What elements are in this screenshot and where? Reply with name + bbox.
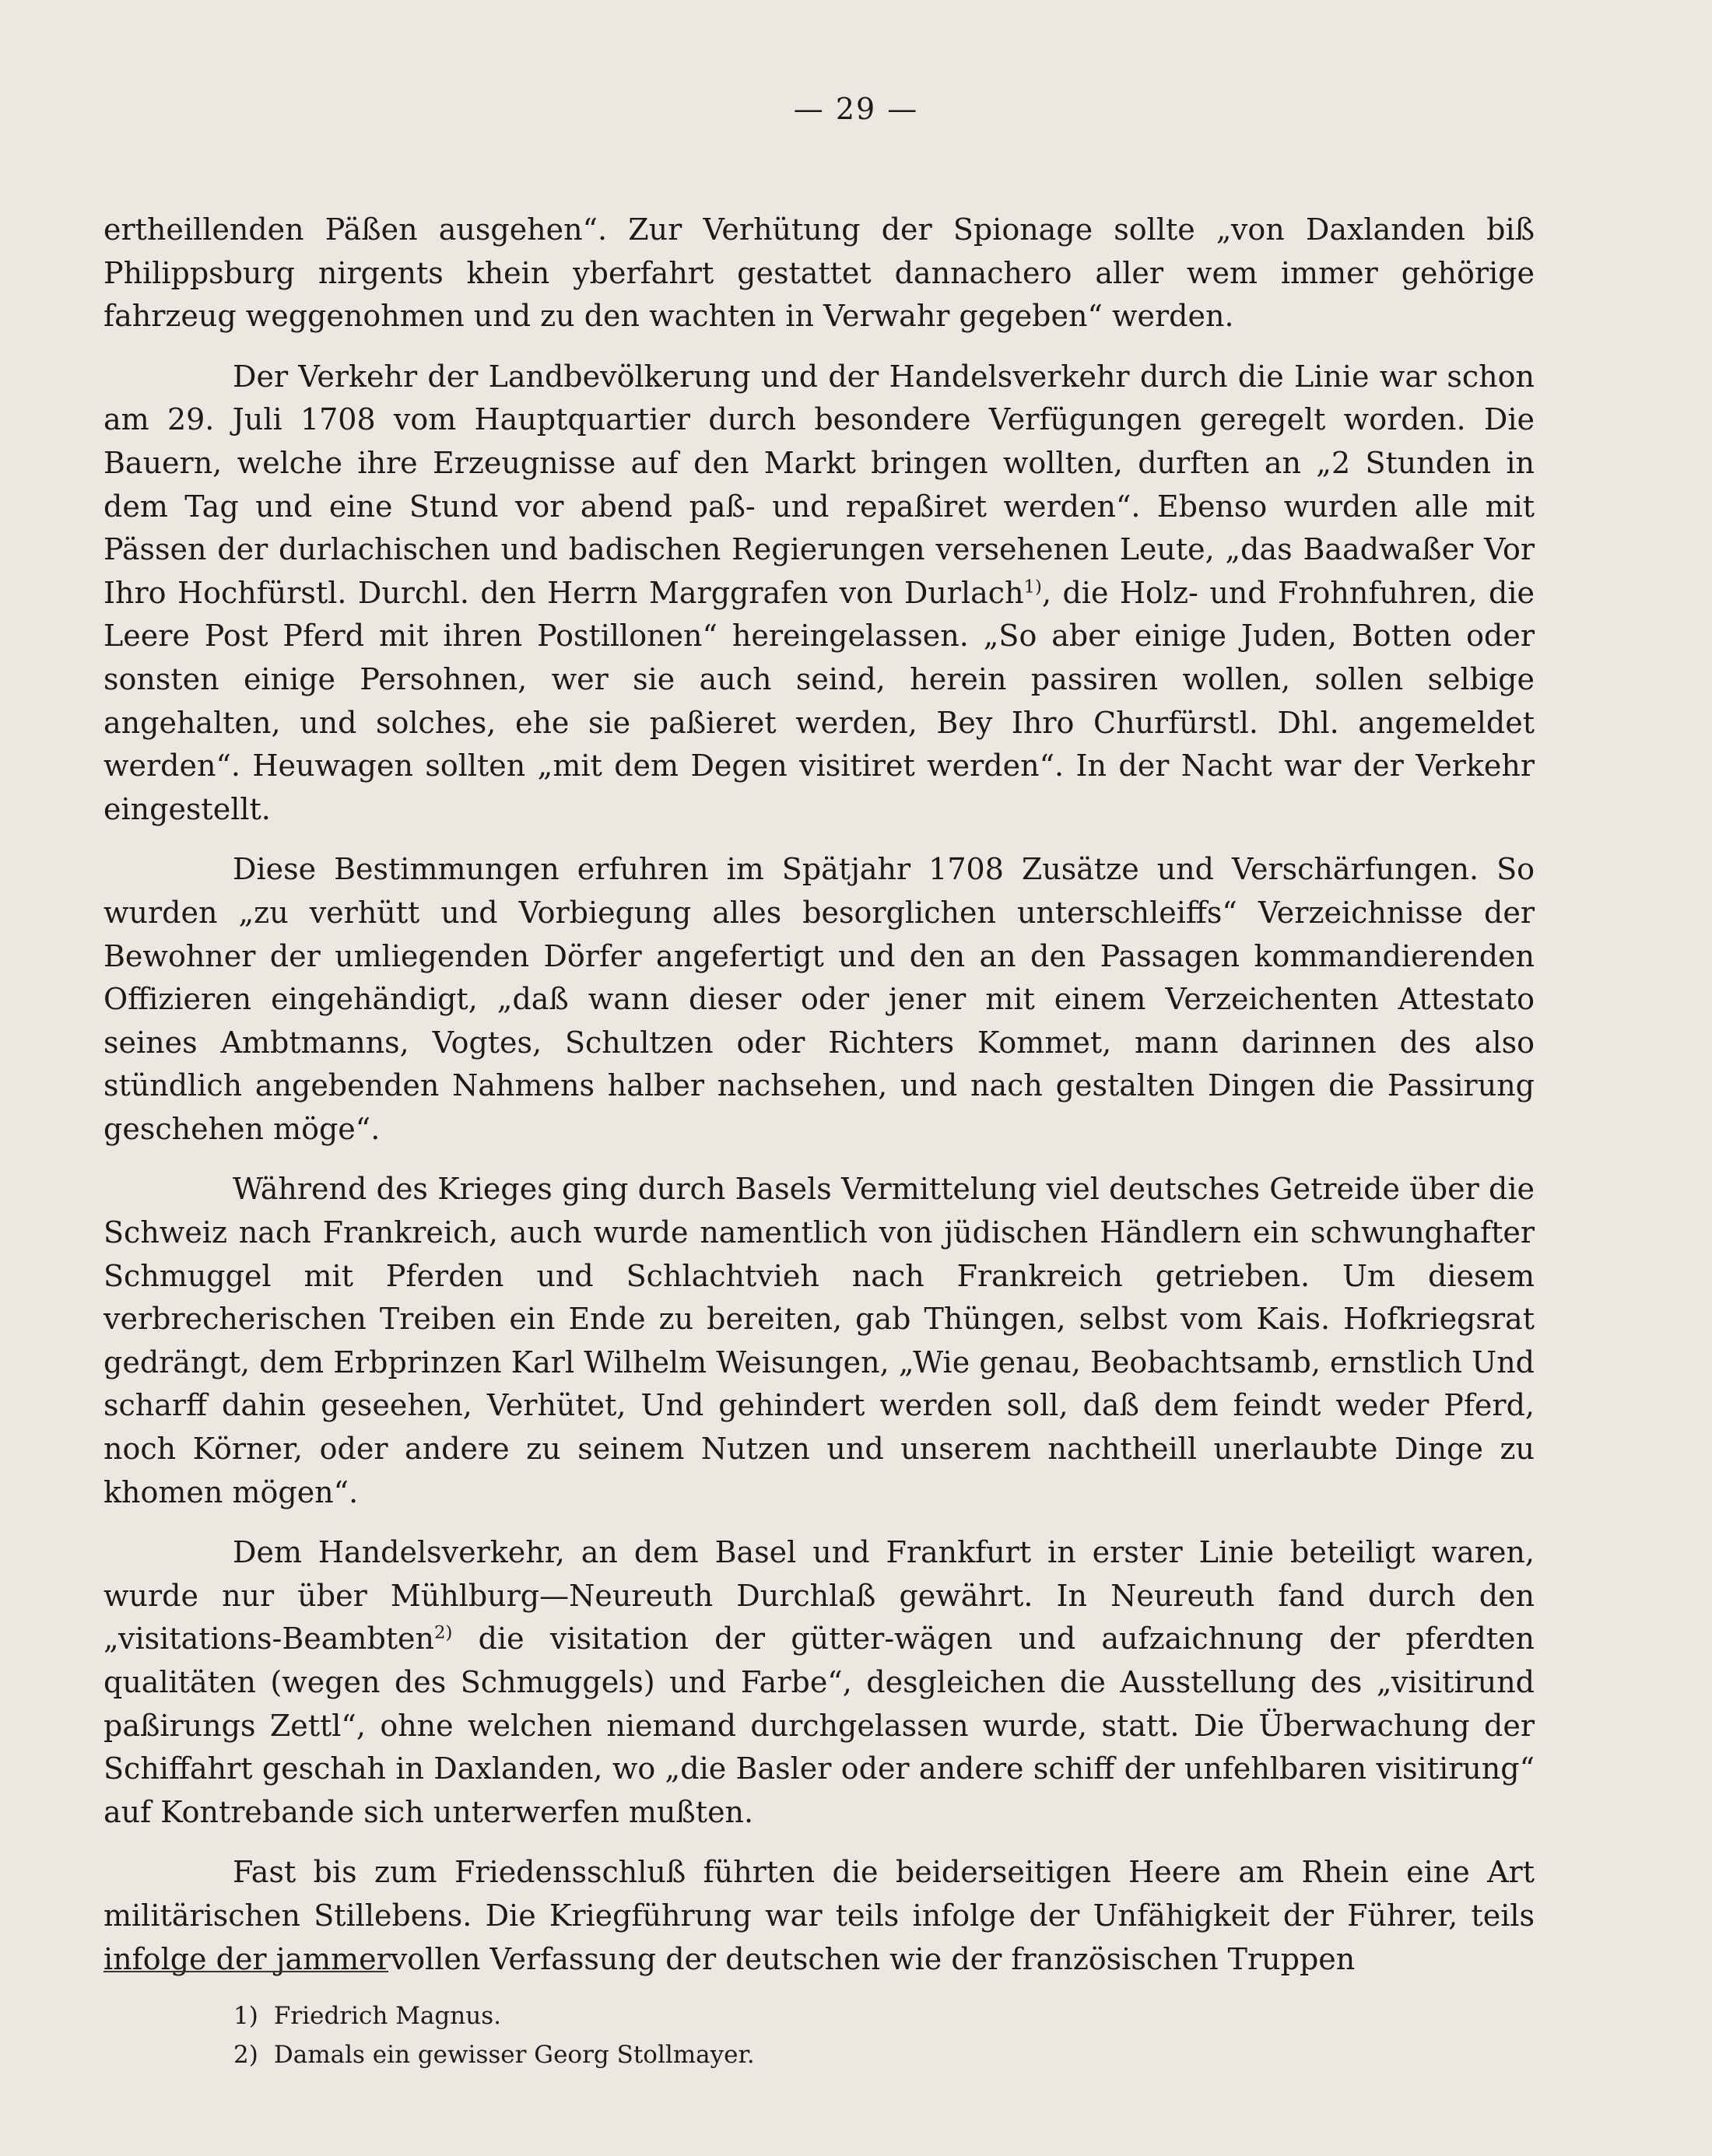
footnote-marker: 2)	[233, 2041, 258, 2069]
paragraph-text: Fast bis zum Friedensschluß führten die beiderseitigen Heere am Rhein eine Art militärischen Stillebens. Die Kriegführung war teils infolge der Unfähigkeit der Führer, teils infolge der jammervollen Verfassung der deutschen wie der französischen Truppen	[103, 1855, 1535, 1976]
body-text	[103, 209, 1535, 1998]
paragraph-text: ertheillenden Päßen ausgehen“. Zur Verhütung der Spionage sollte „von Daxlanden biß Philippsburg nirgents khein yberfahrt gestattet dannachero aller wem immer gehörige fahrzeug weggenohmen und zu den wachten in Verwahr gegeben“ werden.	[103, 212, 1535, 334]
paragraph	[103, 1851, 1535, 1981]
footnote	[233, 1996, 1479, 2035]
paragraph	[103, 356, 1535, 832]
paragraph-text: , die Holz- und Frohnfuhren, die Leere Post Pferd mit ihren Postillonen“ hereingelassen. „So aber einige Juden, Botten oder sonsten einige Persohnen, wer sie auch seind, herein passiren wollen, sollen selbige angehalten, und solches, ehe sie paßieret werden, Bey Ihro Churfürstl. Dhl. angemeldet werden“. Heuwagen sollten „mit dem Degen visitiret werden“. In der Nacht war der Verkehr eingestellt.	[103, 575, 1535, 826]
paragraph-text: die visitation der gütter-wägen und aufzaichnung der pferdten qualitäten (wegen des Schmuggels) und Farbe“, desgleichen die Ausstellung des „visitirund paßirungs Zettl“, ohne welchen niemand durchgelassen wurde, statt. Die Überwachung der Schiffahrt geschah in Daxlanden, wo „die Basler oder andere schiff der unfehlbaren visitirung“ auf Kontrebande sich unterwerfen mußten.	[103, 1621, 1535, 1829]
footnote	[233, 2035, 1479, 2074]
footnote-text: Friedrich Magnus.	[273, 2002, 501, 2030]
footnotes	[233, 1996, 1479, 2074]
footnote-reference: 2)	[434, 1622, 453, 1643]
paragraph-text: Diese Bestimmungen erfuhren im Spätjahr 1708 Zusätze und Verschärfungen. So wurden „zu verhütt und Vorbiegung alles besorglichen unterschleiffs“ Verzeichnisse der Bewohner der umliegenden Dörfer angefertigt und den an den Passagen kommandierenden Offizieren eingehändigt, „daß wann dieser oder jener mit einem Verzeichenten Attestato seines Ambtmanns, Vogtes, Schultzen oder Richters Kommet, mann darinnen des also stündlich angebenden Nahmens halber nachsehen, und nach gestalten Dingen die Passirung geschehen möge“.	[103, 852, 1535, 1146]
paragraph-text: Während des Krieges ging durch Basels Vermittelung viel deutsches Getreide über die Schweiz nach Frankreich, auch wurde namentlich von jüdischen Händlern ein schwunghafter Schmuggel mit Pferden und Schlachtvieh nach Frankreich getrieben. Um diesem verbrecherischen Treiben ein Ende zu bereiten, gab Thüngen, selbst vom Kais. Hofkriegsrat gedrängt, dem Erbprinzen Karl Wilhelm Weisungen, „Wie genau, Beobachtsamb, ernstlich Und scharff dahin geseehen, Verhütet, Und gehindert werden soll, daß dem feindt weder Pferd, noch Körner, oder andere zu seinem Nutzen und unserem nachtheill unerlaubte Dinge zu khomen mögen“.	[103, 1172, 1535, 1509]
footnote-reference: 1)	[1023, 577, 1042, 598]
paragraph	[103, 1531, 1535, 1834]
paragraph	[103, 1168, 1535, 1514]
footnote-divider	[103, 1971, 388, 1972]
page-number: — 29 —	[793, 92, 919, 126]
paragraph-text: Der Verkehr der Landbevölkerung und der Handelsverkehr durch die Linie war schon am 29. Juli 1708 vom Hauptquartier durch besondere Verfügungen geregelt worden. Die Bauern, welche ihre Erzeugnisse auf den Markt bringen wollten, durften an „2 Stunden in dem Tag und eine Stund vor abend paß- und repaßiret werden“. Ebenso wurden alle mit Pässen der durlachischen und badischen Regierungen versehenen Leute, „das Baadwaßer Vor Ihro Hochfürstl. Durchl. den Herrn Marggrafen von Durlach	[103, 359, 1535, 610]
footnote-text: Damals ein gewisser Georg Stollmayer.	[273, 2041, 755, 2069]
paragraph	[103, 209, 1535, 338]
footnote-marker: 1)	[233, 2002, 258, 2030]
paragraph	[103, 848, 1535, 1151]
paragraph-text: Dem Handelsverkehr, an dem Basel und Frankfurt in erster Linie beteiligt waren, wurde nur über Mühlburg—Neureuth Durchlaß gewährt. In Neureuth fand durch den „visitations-Beambten	[103, 1535, 1535, 1656]
